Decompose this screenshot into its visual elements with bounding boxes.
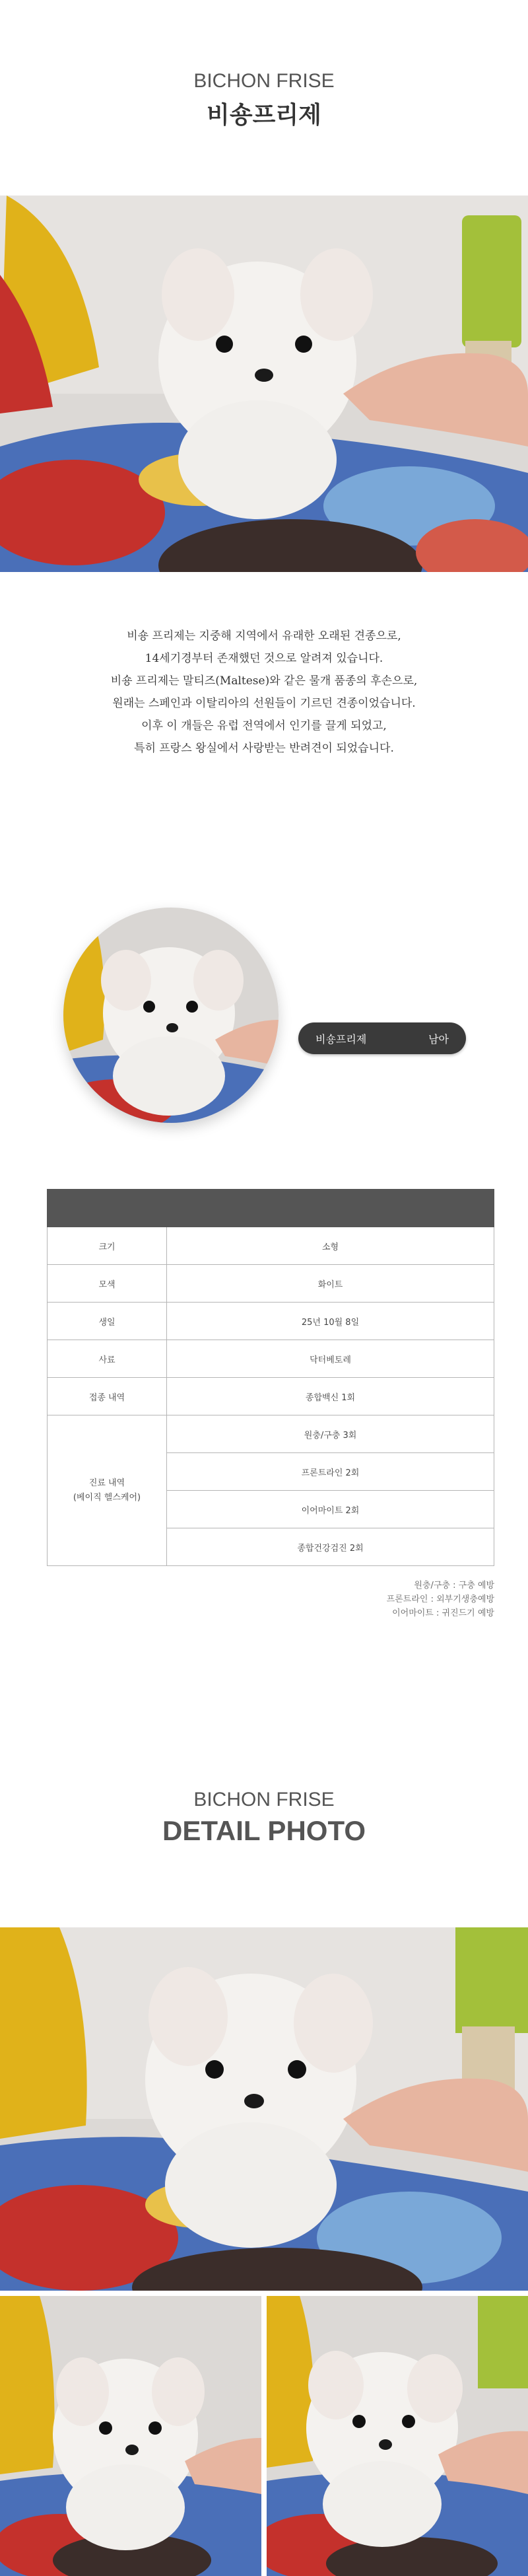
profile-puppy-photo: [63, 908, 279, 1123]
note-line: 원충/구충 : 구충 예방: [414, 1581, 494, 1591]
row-label: 크기: [48, 1227, 167, 1265]
treatment-item: 프론트라인 2회: [167, 1453, 494, 1491]
row-label: 사료: [48, 1340, 167, 1378]
hero-puppy-photo: [0, 196, 528, 572]
detail-puppy-photo-large: [0, 1927, 528, 2291]
row-value: 화이트: [167, 1265, 494, 1303]
table-header-row: [48, 1190, 494, 1227]
table-row: [48, 1303, 494, 1340]
detail-puppy-photo-right: [267, 2296, 528, 2576]
profile-badge: [298, 1022, 466, 1054]
intro-line: 비숑 프리제는 말티즈(Maltese)와 같은 물개 품종의 후손으로,: [110, 674, 418, 688]
row-value: 소형: [167, 1227, 494, 1265]
detail-title-main: DETAIL PHOTO: [162, 1815, 366, 1846]
table-row: [48, 1340, 494, 1378]
table-row: [48, 1378, 494, 1415]
info-table: [47, 1189, 494, 1566]
treatment-item: 이어마이트 2회: [167, 1491, 494, 1528]
intro-line: 원래는 스페인과 이탈리아의 선원들이 기르던 견종이었습니다.: [112, 697, 416, 710]
breed-label: 비숑프리제: [315, 1032, 367, 1046]
row-value: 닥터베토레: [167, 1340, 494, 1378]
row-label: 모색: [48, 1265, 167, 1303]
table-row: [48, 1415, 494, 1453]
detail-title-en: BICHON FRISE: [193, 1789, 335, 1810]
row-label: 생일: [48, 1303, 167, 1340]
treatment-label-line: (베이직 헬스케어): [73, 1492, 141, 1503]
table-header-cell: [167, 1190, 494, 1227]
row-label: 접종 내역: [48, 1378, 167, 1415]
treatment-item: 종합건강검진 2회: [167, 1528, 494, 1566]
treatment-label-line: 진료 내역: [88, 1478, 125, 1488]
intro-text: [0, 625, 528, 760]
table-row: [48, 1265, 494, 1303]
note-line: 프론트라인 : 외부기생충예방: [386, 1594, 494, 1604]
intro-line: 특히 프랑스 왕실에서 사랑받는 반려견이 되었습니다.: [134, 742, 394, 755]
intro-line: 이후 이 개들은 유럽 전역에서 인기를 끌게 되었고,: [141, 719, 387, 733]
treatment-label: [48, 1415, 167, 1566]
table-row: [48, 1227, 494, 1265]
intro-line: 비숑 프리제는 지중해 지역에서 유래한 오래된 견종으로,: [127, 629, 401, 643]
row-value: 종합백신 1회: [167, 1378, 494, 1415]
intro-line: 14세기경부터 존재했던 것으로 알려져 있습니다.: [145, 652, 383, 665]
treatment-item: 원충/구충 3회: [167, 1415, 494, 1453]
header-title-ko: 비숑프리제: [207, 102, 321, 129]
row-value: 25년 10월 8일: [167, 1303, 494, 1340]
detail-puppy-photo-left: [0, 2296, 261, 2576]
info-table-wrapper: [47, 1189, 494, 1566]
header-title-en: BICHON FRISE: [193, 70, 335, 92]
table-header-cell: [48, 1190, 167, 1227]
gender-label: 남아: [428, 1032, 449, 1046]
table-notes: [47, 1579, 494, 1620]
note-line: 이어마이트 : 귀진드기 예방: [392, 1608, 494, 1618]
